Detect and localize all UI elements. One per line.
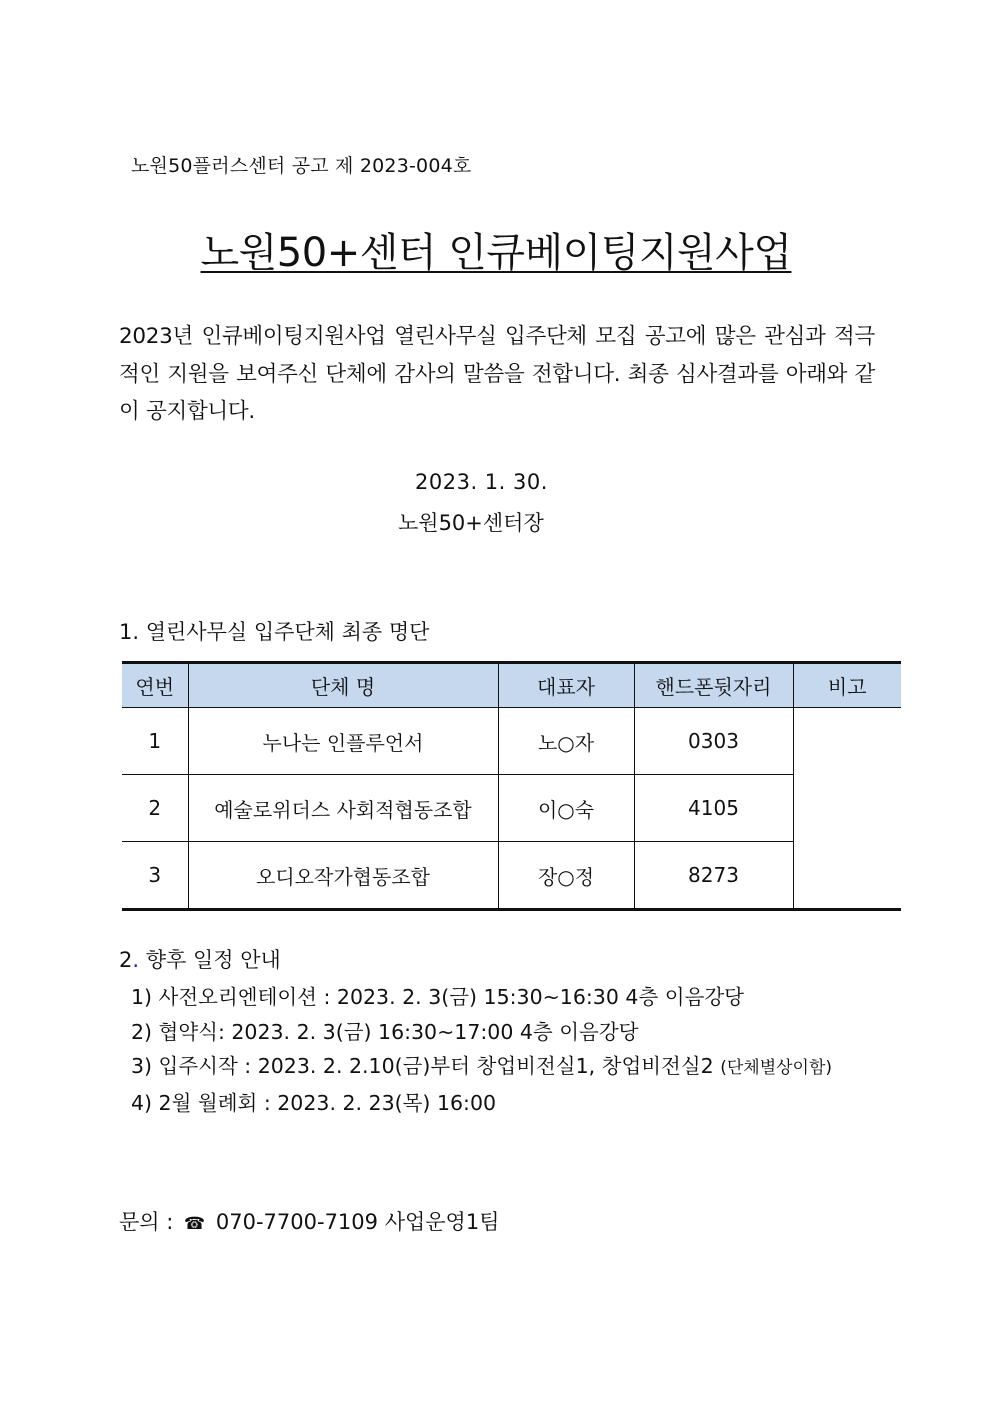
page-title [0,225,992,281]
schedule-item-note: (단체별상이함) [720,1058,833,1078]
column-header-remark: 비고 [793,663,901,708]
cell-org: 예술로위더스 사회적협동조합 [188,775,498,842]
cell-no: 2 [122,775,188,842]
cell-rep: 장○정 [498,842,634,910]
schedule-item-text: 4) 2월 월례회 : 2023. 2. 23(목) 16:00 [131,1090,497,1115]
notice-date: 2023. 1. 30. [415,470,548,494]
schedule-item-text: 1) 사전오리엔테이션 : 2023. 2. 3(금) 15:30~16:30 4층 이음강당 [131,985,744,1009]
phone-icon: ☎ [184,1214,206,1234]
cell-rep: 이○숙 [498,775,634,842]
section-2-dot: . [132,948,140,972]
schedule-item [131,980,832,1015]
column-header-org: 단체 명 [188,663,498,708]
table-header-row [122,663,901,708]
cell-phone: 8273 [634,842,793,910]
tenant-roster-table [122,661,901,911]
contact-label: 문의 : [119,1210,174,1234]
schedule-item-text: 3) 입주시작 : 2023. 2. 2.10(금)부터 창업비전실1, 창업비전실2 [131,1054,721,1078]
cell-rep: 노○자 [498,708,634,775]
schedule-list [131,980,832,1120]
section-1-heading: 1. 열린사무실 입주단체 최종 명단 [119,620,430,644]
page-title-text: 노원50+센터 인큐베이팅지원사업 [200,230,792,276]
cell-phone: 0303 [634,708,793,775]
column-header-rep: 대표자 [498,663,634,708]
signer: 노원50+센터장 [398,511,544,535]
cell-phone: 4105 [634,775,793,842]
schedule-item-text: 2) 협약식: 2023. 2. 3(금) 16:30~17:00 4층 이음강당 [131,1019,639,1044]
section-2-number: 2 [119,948,133,972]
section-2-heading [119,944,281,974]
schedule-item [131,1049,832,1086]
contact-phone: 070-7700-7109 [215,1210,379,1234]
contact-line [119,1206,500,1236]
contact-team: 사업운영1팀 [384,1210,500,1234]
notice-number: 노원50플러스센터 공고 제 2023-004호 [131,155,472,177]
cell-org: 누나는 인플루언서 [188,708,498,775]
section-2-title: 향후 일정 안내 [139,948,281,972]
cell-org: 오디오작가협동조합 [188,842,498,910]
intro-paragraph: 2023년 인큐베이팅지원사업 열린사무실 입주단체 모집 공고에 많은 관심과 적극적인 지원을 보여주신 단체에 감사의 말씀을 전합니다. 최종 심사결과를 아래와 같이 공지합니다. [119,324,875,424]
schedule-item [131,1086,832,1121]
table-row [122,775,901,842]
cell-no: 1 [122,708,188,775]
column-header-phone: 핸드폰뒷자리 [634,663,793,708]
cell-no: 3 [122,842,188,910]
table-row [122,708,901,775]
schedule-item [131,1015,832,1050]
cell-remark [793,708,901,910]
table-row [122,842,901,910]
column-header-no: 연번 [122,663,188,708]
